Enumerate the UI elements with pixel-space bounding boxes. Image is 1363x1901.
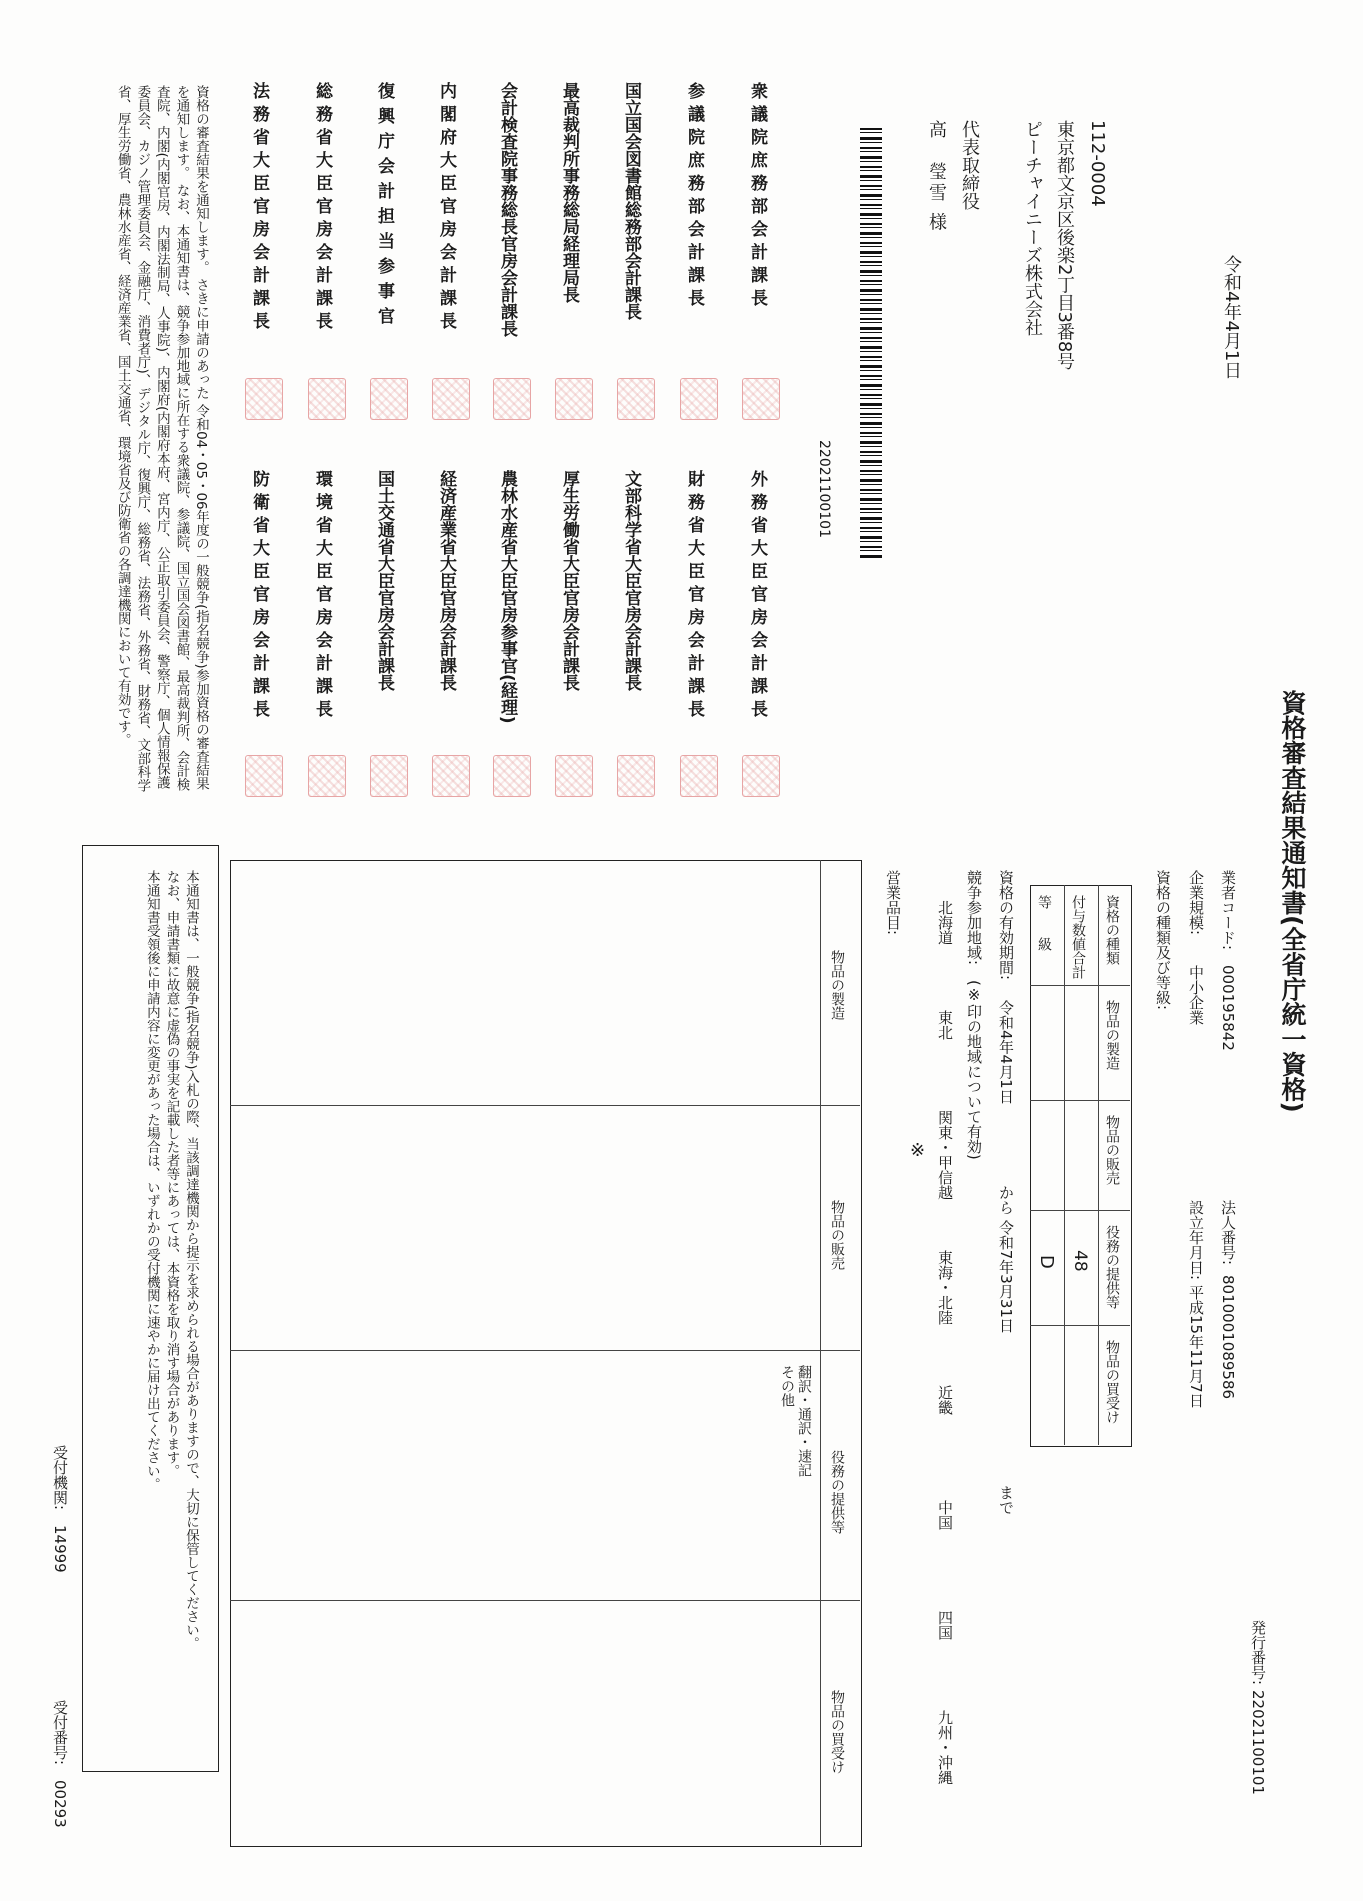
region-shikoku: 四国 bbox=[936, 1610, 954, 1640]
recipient-company: ピーチャイニーズ株式会社 bbox=[1022, 120, 1043, 336]
region-valid-mark: ※ bbox=[910, 1140, 926, 1161]
official-14: 経済産業省大臣官房会計課長 bbox=[436, 470, 456, 691]
postal-barcode bbox=[860, 128, 882, 558]
row-score-label: 付与数値合計 bbox=[1070, 895, 1086, 979]
official-seal bbox=[308, 755, 346, 797]
official-seal bbox=[742, 755, 780, 797]
vendor-code-label: 業者コード: bbox=[1219, 870, 1237, 951]
box-note-2: 本通知書受領後に申請内容に変更があった場合は、いずれかの受付機関に速やかに届け出てください。 bbox=[143, 870, 160, 1491]
official-seal bbox=[432, 378, 470, 420]
table-head-purchase: 物品の買受け bbox=[1104, 1340, 1120, 1424]
official-seal bbox=[555, 755, 593, 797]
region-kyushu: 九州・沖縄 bbox=[936, 1710, 954, 1785]
valid-to-suffix: まで bbox=[997, 1485, 1015, 1515]
table-head-sales: 物品の販売 bbox=[1104, 1115, 1120, 1185]
issue-date: 令和4年4月1日 bbox=[1221, 255, 1242, 380]
table-divider bbox=[1030, 1210, 1130, 1211]
receipt-label: 受付番号: bbox=[51, 1700, 69, 1766]
official-5: 内閣府大臣官房会計課長 bbox=[436, 82, 456, 335]
official-seal bbox=[742, 378, 780, 420]
official-2: 国立国会図書館総務部会計課長 bbox=[621, 82, 641, 320]
official-17: 防衛省大臣官房会計課長 bbox=[249, 470, 269, 723]
official-7: 総務省大臣官房会計課長 bbox=[312, 82, 332, 335]
valid-from: 令和4年4月1日 bbox=[997, 1000, 1015, 1104]
scale-value: 中小企業 bbox=[1187, 965, 1205, 1025]
reception-value: 14999 bbox=[51, 1525, 69, 1573]
items-divider bbox=[820, 860, 821, 1845]
table-head-services: 役務の提供等 bbox=[1104, 1225, 1120, 1309]
validity-label: 資格の有効期間: bbox=[997, 870, 1015, 981]
official-3: 最高裁判所事務総局経理局長 bbox=[559, 82, 579, 303]
vendor-code: 000195842 bbox=[1219, 965, 1237, 1051]
official-seal bbox=[432, 755, 470, 797]
score-value: 48 bbox=[1070, 1250, 1090, 1272]
barcode-number: 22021100101 bbox=[816, 440, 832, 538]
kind-label: 資格の種類及び等級: bbox=[1154, 870, 1172, 1011]
official-6: 復興庁会計担当参事官 bbox=[374, 82, 394, 332]
official-1: 参議院庶務部会計課長 bbox=[684, 82, 704, 312]
official-seal bbox=[617, 755, 655, 797]
recipient-title: 代表取締役 bbox=[959, 120, 980, 210]
box-notes bbox=[100, 870, 200, 1750]
official-12: 厚生労働省大臣官房会計課長 bbox=[559, 470, 579, 691]
official-seal bbox=[617, 378, 655, 420]
issue-number: 22021100101 bbox=[1249, 1690, 1267, 1795]
official-seal bbox=[680, 755, 718, 797]
table-head-manufacture: 物品の製造 bbox=[1104, 1000, 1120, 1070]
official-seal bbox=[245, 755, 283, 797]
official-seal bbox=[680, 378, 718, 420]
official-8: 法務省大臣官房会計課長 bbox=[249, 82, 269, 335]
scale-label: 企業規模: bbox=[1187, 870, 1205, 936]
items-divider bbox=[230, 1600, 860, 1601]
row-grade-label: 等 級 bbox=[1036, 895, 1052, 951]
notice-paragraph: 資格の審査結果を通知します。 さきに申請のあった 令和04・05・06年度の一般競争(指名競争)参加資格の審査結果を通知します。 なお、本通知書は、競争参加地域に所在する衆議院、参議院、国立国会図書館、最高裁判所、会計検査院、内閣(内閣官房、内閣法制局、人事院)、内閣府(内閣府本府、宮内庁、公正取引委員会、警察庁、個人情報保護委員会、カジノ管理委員会、金融庁、消費者庁)、デジタル庁、復興庁、総務省、法務省、外務省、財務省、文部科学省、厚生労働省、農林水産省、経済産業省、国土交通省、環境省及び防衛省の各調達機関において有効です。 bbox=[114, 85, 209, 793]
service-item: 翻訳・通訳・速記 bbox=[796, 1365, 812, 1477]
corp-no-label: 法人番号: bbox=[1219, 1200, 1237, 1266]
founded-label: 設立年月日: bbox=[1187, 1200, 1205, 1281]
table-divider bbox=[1030, 1325, 1130, 1326]
items-head-manufacture: 物品の製造 bbox=[829, 950, 845, 1020]
region-tokai: 東海・北陸 bbox=[936, 1250, 954, 1325]
official-seal bbox=[370, 378, 408, 420]
reception-label: 受付機関: bbox=[51, 1445, 69, 1511]
region-chugoku: 中国 bbox=[936, 1500, 954, 1530]
region-kinki: 近畿 bbox=[936, 1385, 954, 1415]
official-seal bbox=[493, 755, 531, 797]
official-seal bbox=[370, 755, 408, 797]
official-9: 外務省大臣官房会計課長 bbox=[747, 470, 767, 723]
founded-value: 平成15年11月7日 bbox=[1187, 1285, 1205, 1408]
document-title: 資格審査結果通知書(全省庁統一資格) bbox=[1278, 690, 1307, 1113]
items-divider bbox=[230, 1105, 860, 1106]
items-head-services: 役務の提供等 bbox=[829, 1450, 845, 1534]
grade-value: D bbox=[1036, 1255, 1057, 1269]
official-4: 会計検査院事務総長官房会計課長 bbox=[497, 82, 517, 337]
box-note-1: なお、申請書類に故意に虚偽の事実を記載した者等にあっては、本資格を取り消す場合があります。 bbox=[163, 870, 180, 1478]
items-head-purchase: 物品の買受け bbox=[829, 1690, 845, 1774]
table-divider bbox=[1064, 885, 1065, 1445]
official-10: 財務省大臣官房会計課長 bbox=[684, 470, 704, 723]
service-other: その他 bbox=[779, 1365, 795, 1407]
valid-to: から 令和7年3月31日 bbox=[997, 1185, 1015, 1333]
official-13: 農林水産省大臣官房参事官(経理) bbox=[497, 470, 517, 724]
issue-number-label: 発行番号: bbox=[1249, 1620, 1267, 1686]
region-note: (※印の地域について有効) bbox=[965, 980, 983, 1160]
region-tohoku: 東北 bbox=[936, 1010, 954, 1040]
region-hokkaido: 北海道 bbox=[936, 900, 954, 945]
table-col-head: 資格の種類 bbox=[1104, 895, 1120, 965]
items-table bbox=[230, 860, 862, 1847]
table-divider bbox=[1030, 1100, 1130, 1101]
official-seal bbox=[245, 378, 283, 420]
official-seal bbox=[555, 378, 593, 420]
official-15: 国土交通省大臣官房会計課長 bbox=[374, 470, 394, 691]
table-divider bbox=[1030, 985, 1130, 986]
official-seal bbox=[308, 378, 346, 420]
postal-code: 112-0004 bbox=[1087, 120, 1108, 207]
corp-no: 8010001089586 bbox=[1219, 1275, 1237, 1400]
official-11: 文部科学省大臣官房会計課長 bbox=[621, 470, 641, 691]
official-seal bbox=[493, 378, 531, 420]
official-16: 環境省大臣官房会計課長 bbox=[312, 470, 332, 723]
items-label: 営業品目: bbox=[884, 870, 902, 936]
region-label: 競争参加地域: bbox=[965, 870, 983, 966]
table-divider bbox=[1098, 885, 1099, 1445]
recipient-name: 高 瑩雪 様 bbox=[926, 120, 947, 234]
official-0: 衆議院庶務部会計課長 bbox=[747, 82, 767, 312]
items-head-sales: 物品の販売 bbox=[829, 1200, 845, 1270]
recipient-address: 東京都文京区後楽2丁目3番8号 bbox=[1054, 120, 1075, 371]
receipt-value: 00293 bbox=[51, 1780, 69, 1828]
box-note-0: 本通知書は、一般競争(指名競争)入札の際、当該調達機関から提示を求められる場合がありますので、大切に保管してください。 bbox=[183, 870, 199, 1651]
items-divider bbox=[230, 1350, 860, 1351]
region-kanto: 関東・甲信越 bbox=[936, 1110, 954, 1200]
